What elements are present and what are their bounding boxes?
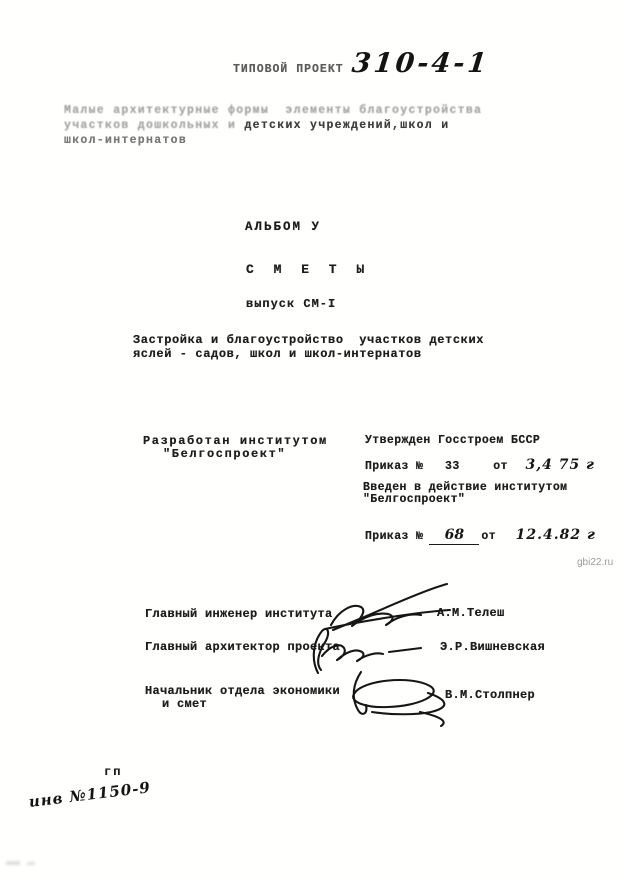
subject-line2: яслей - садов, школ и школ-интернатов xyxy=(133,346,422,361)
issue-label: выпуск СМ-I xyxy=(246,297,337,311)
series-note-line1: Малые архитектурные формы элементы благоустройства xyxy=(64,104,483,117)
series-note-line2 xyxy=(64,118,544,133)
scan-smudge xyxy=(27,862,35,865)
order2-number-field xyxy=(429,526,479,545)
order1-row xyxy=(365,456,595,474)
signature-role-chief-engineer: Главный инженер института xyxy=(145,607,333,621)
order1-label: Приказ № xyxy=(365,460,424,473)
footer-gp-mark: гп xyxy=(104,765,123,779)
approved-line: Утвержден Госстроем БССР xyxy=(365,434,541,447)
series-note-line3: школ-интернатов xyxy=(64,134,188,147)
scan-smudge xyxy=(6,861,20,865)
enacted-line2: "Белгоспроект" xyxy=(363,493,466,506)
signature-role-economics-head-line2: и смет xyxy=(162,697,208,711)
subject-line1: Застройка и благоустройство участков детских xyxy=(133,333,485,347)
subject-title xyxy=(133,334,484,361)
developer-line2: "Белгоспроект" xyxy=(163,447,287,461)
enacted-line1: Введен в действие институтом xyxy=(363,481,568,494)
signature-role-economics-head: Начальник отдела экономики xyxy=(145,684,341,698)
project-number: 310-4-1 xyxy=(350,48,491,79)
signature-name-vishnevskaya: Э.Р.Вишневская xyxy=(440,640,546,654)
developer-line1: Разработан институтом xyxy=(143,434,328,448)
signature-telesh-ink xyxy=(325,584,450,630)
order1-ot: от xyxy=(493,460,508,473)
document-type-label: ТИПОВОЙ ПРОЕКТ xyxy=(233,63,344,76)
signature-stolpner-ink xyxy=(353,672,444,726)
order1-date-handwritten: 3,4 75 г xyxy=(525,457,595,473)
inventory-number-handwritten: инв №1150-9 xyxy=(27,778,152,811)
series-note xyxy=(64,103,544,148)
series-note-line2-faded: участков дошкольных и xyxy=(64,119,245,132)
signature-role-chief-architect: Главный архитектор проекта xyxy=(145,640,341,654)
order2-date-handwritten: 12.4.82 г xyxy=(515,527,596,543)
signature-name-stolpner: В.М.Столпнер xyxy=(445,688,536,702)
order2-row xyxy=(365,526,596,545)
order2-label: Приказ № xyxy=(365,530,424,543)
order1-number: 33 xyxy=(445,460,460,473)
signature-name-telesh: А.М.Телеш xyxy=(437,606,505,620)
album-label: АЛЬБОМ У xyxy=(245,220,322,234)
order2-ot: от xyxy=(481,530,497,543)
watermark: gbi22.ru xyxy=(577,557,614,568)
section-title: С М Е Т Ы xyxy=(246,262,371,277)
order2-number-handwritten: 68 xyxy=(444,527,465,543)
series-note-line2-clear: детских учреждений,школ и xyxy=(244,119,450,132)
